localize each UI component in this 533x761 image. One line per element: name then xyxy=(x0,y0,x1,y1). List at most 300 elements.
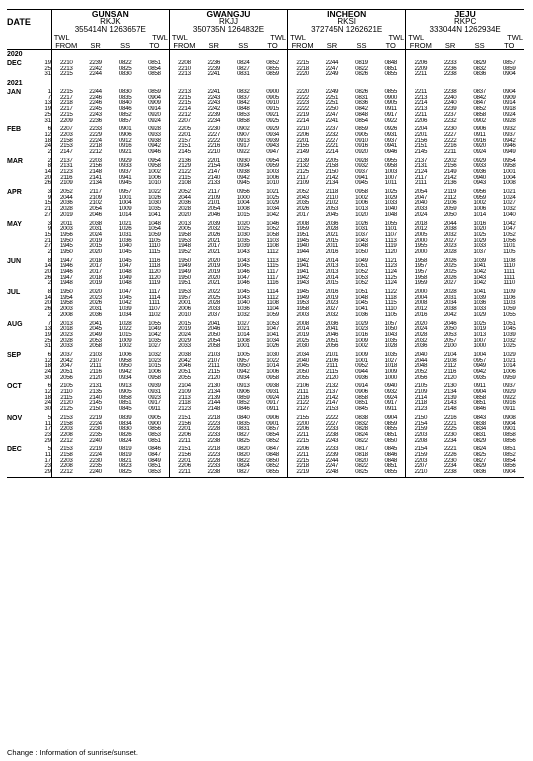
time-value: 2210 xyxy=(207,148,221,155)
time-value: 1033 xyxy=(473,306,486,312)
time-value: 0825 xyxy=(118,469,132,475)
day-number: 14 xyxy=(44,263,51,269)
time-value: 1043 xyxy=(236,257,250,264)
time-value: 2033 xyxy=(59,343,73,349)
time-value: 2219 xyxy=(296,111,309,118)
time-value: 2251 xyxy=(325,100,339,107)
sunrise-column xyxy=(317,351,347,382)
time-value: 2044 xyxy=(178,194,191,201)
day-number: 23 xyxy=(44,463,51,469)
twl-from-column xyxy=(51,125,81,156)
sunrise-sunset-table xyxy=(7,9,524,478)
time-value: 1948 xyxy=(59,280,73,287)
time-value: 2213 xyxy=(414,94,428,101)
time-value: 2229 xyxy=(89,131,102,138)
time-value: 0858 xyxy=(473,111,486,118)
time-value: 0850 xyxy=(384,437,398,444)
time-value: 1014 xyxy=(236,331,250,338)
time-value: 2030 xyxy=(296,343,309,349)
time-value: 1003 xyxy=(384,169,398,175)
time-value: 2210 xyxy=(59,60,73,66)
time-value: 0858 xyxy=(148,71,161,78)
empty-cell xyxy=(465,50,495,60)
empty-cell xyxy=(81,79,111,88)
time-value: 0929 xyxy=(266,126,279,132)
time-value: 2233 xyxy=(325,446,339,452)
time-value: 2037 xyxy=(59,351,73,358)
sunset-column xyxy=(465,125,495,156)
time-value: 2227 xyxy=(207,131,221,138)
time-value: 2233 xyxy=(89,126,102,132)
time-value: 2156 xyxy=(443,163,457,169)
time-value: 0850 xyxy=(266,457,279,464)
time-value: 1956 xyxy=(59,231,73,238)
time-value: 2111 xyxy=(89,363,102,369)
time-value: 1941 xyxy=(296,263,309,269)
day-number: 27 xyxy=(44,243,51,249)
time-value: 1010 xyxy=(148,180,161,187)
time-value: 2131 xyxy=(414,163,428,169)
twl-to-column xyxy=(258,88,288,125)
time-value: 2139 xyxy=(207,394,221,401)
time-value: 2109 xyxy=(89,194,102,201)
time-value: 2020 xyxy=(178,211,191,218)
time-value: 2127 xyxy=(296,406,309,412)
time-value: 2211 xyxy=(296,451,309,458)
sunrise-column xyxy=(435,220,465,257)
time-value: 0834 xyxy=(473,426,486,432)
time-value: 2242 xyxy=(207,106,221,112)
twl-from-column xyxy=(288,351,318,382)
twl-to-column xyxy=(258,382,288,413)
time-value: 2147 xyxy=(325,400,339,407)
time-value: 1045 xyxy=(502,326,516,332)
time-value: 2218 xyxy=(296,65,309,72)
twl-from-column xyxy=(406,257,436,288)
time-value: 0857 xyxy=(266,426,279,432)
time-value: 2249 xyxy=(325,71,339,78)
sunrise-column xyxy=(317,445,347,476)
time-value: 0827 xyxy=(473,457,486,464)
border-cell xyxy=(140,477,170,478)
time-value: 0852 xyxy=(266,437,279,444)
twl-from-column xyxy=(406,88,436,125)
time-value: 0842 xyxy=(355,106,368,112)
time-value: 2123 xyxy=(59,169,73,175)
time-value: 2050 xyxy=(443,211,457,218)
time-value: 2150 xyxy=(325,169,339,175)
station-icao: RKPC xyxy=(454,17,477,26)
time-value: 2109 xyxy=(414,389,428,395)
time-value: 1949 xyxy=(296,294,309,301)
day-number: 11 xyxy=(44,420,51,427)
time-value: 0949 xyxy=(502,148,516,155)
time-value: 2203 xyxy=(414,457,428,464)
day-number: 12 xyxy=(44,389,51,395)
day-number: 17 xyxy=(44,457,51,464)
time-value: 1052 xyxy=(502,231,516,238)
time-value: 2243 xyxy=(207,100,221,107)
time-value: 2244 xyxy=(325,60,339,66)
time-value: 2038 xyxy=(443,226,457,232)
time-value: 2206 xyxy=(296,446,309,452)
time-value: 0917 xyxy=(148,400,161,407)
twl-from-column xyxy=(288,188,318,219)
col-header-line1: TWL xyxy=(507,33,523,42)
time-value: 2216 xyxy=(207,143,221,149)
time-value: 0950 xyxy=(118,363,132,369)
time-value: 0846 xyxy=(118,106,132,112)
time-value: 2020 xyxy=(89,248,102,255)
time-value: 1949 xyxy=(178,263,191,269)
time-value: 0856 xyxy=(502,463,516,469)
time-value: 1035 xyxy=(148,206,161,212)
col-header-twl-from xyxy=(288,34,318,50)
month-row xyxy=(7,188,524,219)
time-value: 0911 xyxy=(384,106,397,112)
time-value: 2224 xyxy=(89,451,102,458)
time-value: 1029 xyxy=(384,194,398,201)
time-value: 2052 xyxy=(296,189,309,195)
day-number: 14 xyxy=(44,294,51,301)
time-value: 2019 xyxy=(296,331,309,338)
time-value: 1009 xyxy=(118,206,132,212)
twl-to-column xyxy=(376,382,406,413)
sunrise-column xyxy=(199,220,229,257)
time-value: 2027 xyxy=(325,306,339,312)
time-value: 2151 xyxy=(178,446,191,452)
time-value: 2145 xyxy=(414,148,428,155)
time-value: 1027 xyxy=(236,320,250,327)
time-value: 2023 xyxy=(325,300,339,307)
time-value: 2107 xyxy=(207,357,221,364)
time-value: 1040 xyxy=(384,206,398,212)
time-value: 1025 xyxy=(473,231,486,238)
col-header-twl-to xyxy=(258,34,288,50)
col-header-line2: SS xyxy=(120,40,131,50)
time-value: 0941 xyxy=(384,143,398,149)
twl-to-column xyxy=(494,445,524,476)
time-value: 1036 xyxy=(355,311,368,318)
time-value: 1020 xyxy=(473,226,486,232)
twl-to-column xyxy=(494,220,524,257)
twl-from-column xyxy=(406,188,436,219)
time-value: 0901 xyxy=(266,420,279,427)
sunset-column xyxy=(110,88,140,125)
station-name: INCHEON xyxy=(327,9,367,19)
time-value: 1006 xyxy=(355,200,368,207)
time-value: 1048 xyxy=(118,269,132,275)
time-value: 2158 xyxy=(59,137,73,144)
sunrise-column xyxy=(317,257,347,288)
empty-cell xyxy=(435,79,465,88)
time-value: 2036 xyxy=(178,200,191,207)
col-header-line2: SS xyxy=(238,40,249,50)
time-value: 2048 xyxy=(414,363,428,369)
month-row xyxy=(7,382,524,413)
sunrise-column xyxy=(435,188,465,219)
time-value: 0926 xyxy=(384,126,398,132)
time-value: 2227 xyxy=(325,420,339,427)
time-value: 2244 xyxy=(89,89,102,95)
time-value: 0931 xyxy=(148,389,161,395)
time-value: 0936 xyxy=(473,169,486,175)
time-value: 0938 xyxy=(236,169,250,175)
time-value: 0913 xyxy=(236,383,250,390)
time-value: 1120 xyxy=(148,269,161,275)
col-header-line2: FROM xyxy=(173,40,196,50)
time-value: 2028 xyxy=(207,300,221,307)
time-value: 2226 xyxy=(443,451,457,458)
time-value: 2046 xyxy=(89,211,102,218)
time-value: 0931 xyxy=(384,131,398,138)
time-value: 0822 xyxy=(118,60,132,66)
time-value: 1041 xyxy=(148,211,161,218)
time-value: 0931 xyxy=(266,389,279,395)
time-value: 2241 xyxy=(207,71,221,78)
time-value: 2203 xyxy=(59,131,73,138)
time-value: 1009 xyxy=(355,337,368,344)
empty-cell xyxy=(258,79,288,88)
sunrise-column xyxy=(317,59,347,79)
time-value: 1950 xyxy=(59,248,73,255)
time-value: 1057 xyxy=(384,320,398,327)
time-value: 2053 xyxy=(325,206,339,212)
sunset-column xyxy=(110,414,140,445)
time-value: 0852 xyxy=(502,451,516,458)
time-value: 0852 xyxy=(118,111,132,118)
time-value: 2137 xyxy=(414,157,428,164)
time-value: 1001 xyxy=(502,169,516,175)
sunset-column xyxy=(347,257,377,288)
time-value: 2158 xyxy=(325,163,339,169)
month-row xyxy=(7,59,524,79)
time-value: 0822 xyxy=(355,463,368,469)
time-value: 2220 xyxy=(296,89,309,95)
time-value: 2150 xyxy=(414,414,428,421)
time-value: 2013 xyxy=(59,320,73,327)
station-coords: 372745N 1262621E xyxy=(311,25,383,34)
time-value: 2057 xyxy=(443,337,457,344)
time-value: 1042 xyxy=(473,269,486,275)
time-value: 2019 xyxy=(59,211,73,218)
twl-to-column xyxy=(376,220,406,257)
time-value: 2222 xyxy=(443,137,457,144)
col-header-line2: SR xyxy=(444,40,456,50)
time-value: 2223 xyxy=(207,451,221,458)
time-value: 2208 xyxy=(178,60,191,66)
time-value: 1026 xyxy=(266,343,279,349)
time-value: 1117 xyxy=(266,269,279,275)
sunrise-column xyxy=(199,320,229,351)
time-value: 2240 xyxy=(89,437,102,444)
time-value: 2143 xyxy=(443,400,457,407)
time-value: 1110 xyxy=(503,263,516,269)
time-value: 0824 xyxy=(118,437,132,444)
time-value: 1103 xyxy=(266,237,279,244)
time-value: 0855 xyxy=(384,426,398,432)
time-value: 0818 xyxy=(355,451,368,458)
station-header-row xyxy=(7,10,524,35)
time-value: 1030 xyxy=(148,200,161,207)
day-column xyxy=(37,88,51,125)
time-value: 2029 xyxy=(178,337,191,344)
time-value: 2153 xyxy=(325,406,339,412)
col-header-twl-from xyxy=(406,34,436,50)
time-value: 1954 xyxy=(59,294,73,301)
time-value: 0959 xyxy=(502,374,516,381)
empty-cell xyxy=(494,50,524,60)
time-value: 0848 xyxy=(384,457,398,464)
day-number: 12 xyxy=(44,357,51,364)
time-value: 2034 xyxy=(296,351,309,358)
time-value: 2243 xyxy=(325,437,339,444)
time-value: 2151 xyxy=(178,414,191,421)
change-note: Change : Information of sunrise/sunset. xyxy=(7,748,138,757)
time-value: 2115 xyxy=(178,174,191,181)
month-label: MAY xyxy=(7,220,22,228)
time-value: 1112 xyxy=(266,248,279,255)
twl-to-column xyxy=(376,157,406,188)
sunset-column xyxy=(465,382,495,413)
time-value: 0957 xyxy=(236,357,250,364)
time-value: 1108 xyxy=(503,257,516,264)
time-value: 0827 xyxy=(236,65,250,72)
time-value: 0851 xyxy=(355,400,368,407)
sunrise-column xyxy=(317,125,347,156)
sunrise-column xyxy=(81,59,111,79)
sunrise-column xyxy=(435,351,465,382)
time-value: 2014 xyxy=(325,257,339,264)
time-value: 2000 xyxy=(414,248,428,255)
time-value: 2213 xyxy=(178,71,191,78)
time-value: 1015 xyxy=(236,211,250,218)
twl-from-column xyxy=(51,351,81,382)
time-value: 0913 xyxy=(118,383,132,390)
time-value: 1031 xyxy=(118,231,132,238)
time-value: 2040 xyxy=(296,357,309,364)
time-value: 0853 xyxy=(148,431,161,438)
time-value: 0958 xyxy=(502,163,516,169)
time-value: 2052 xyxy=(414,369,428,375)
time-value: 1952 xyxy=(178,248,191,255)
border-cell xyxy=(37,477,51,478)
time-value: 2218 xyxy=(296,463,309,469)
time-value: 2106 xyxy=(325,357,339,364)
twl-from-column xyxy=(406,59,436,79)
time-value: 2233 xyxy=(207,431,221,438)
time-value: 2218 xyxy=(89,143,102,149)
time-value: 2054 xyxy=(207,337,221,344)
time-value: 1034 xyxy=(118,311,132,318)
time-value: 2040 xyxy=(414,200,428,207)
sunrise-column xyxy=(199,288,229,319)
twl-from-column xyxy=(406,445,436,476)
time-value: 0824 xyxy=(473,446,486,452)
twl-to-column xyxy=(376,414,406,445)
time-value: 2156 xyxy=(414,137,428,144)
time-value: 0956 xyxy=(473,189,486,195)
time-value: 1023 xyxy=(148,357,161,364)
twl-to-column xyxy=(494,288,524,319)
time-value: 1054 xyxy=(148,226,161,232)
twl-from-column xyxy=(406,382,436,413)
time-value: 1006 xyxy=(148,174,161,181)
time-value: 2026 xyxy=(207,231,221,238)
time-value: 1046 xyxy=(236,280,250,287)
time-value: 0924 xyxy=(502,111,516,118)
time-value: 0851 xyxy=(118,400,132,407)
time-value: 2112 xyxy=(444,194,457,201)
time-value: 0830 xyxy=(118,426,132,432)
time-value: 1025 xyxy=(473,320,486,327)
empty-cell xyxy=(317,79,347,88)
twl-from-column xyxy=(288,220,318,257)
time-value: 0847 xyxy=(148,451,161,458)
time-value: 0904 xyxy=(473,389,486,395)
col-header-line2: TO xyxy=(267,40,278,50)
time-value: 0821 xyxy=(118,457,132,464)
time-value: 2019 xyxy=(207,263,221,269)
time-value: 0851 xyxy=(502,446,516,452)
time-value: 2230 xyxy=(89,457,102,464)
time-value: 2119 xyxy=(444,189,457,195)
time-value: 2245 xyxy=(89,106,102,112)
time-value: 2130 xyxy=(207,383,221,390)
time-value: 0858 xyxy=(355,394,368,401)
time-value: 2025 xyxy=(443,263,457,269)
time-value: 2117 xyxy=(89,189,102,195)
day-number: 25 xyxy=(44,111,51,118)
time-value: 2027 xyxy=(443,280,457,287)
time-value: 0922 xyxy=(502,394,516,401)
twl-to-column xyxy=(494,157,524,188)
time-value: 2106 xyxy=(443,200,457,207)
time-value: 1046 xyxy=(236,269,250,275)
sunrise-column xyxy=(199,188,229,219)
time-value: 2211 xyxy=(296,431,309,438)
time-value: 2149 xyxy=(296,148,309,155)
empty-cell xyxy=(199,50,229,60)
time-value: 2123 xyxy=(414,406,428,412)
time-value: 1021 xyxy=(236,326,250,332)
sunset-column xyxy=(229,445,259,476)
station-icao: RKJK xyxy=(100,17,121,26)
sunset-column xyxy=(229,157,259,188)
time-value: 2050 xyxy=(296,369,309,375)
time-value: 0849 xyxy=(148,457,161,464)
time-value: 2218 xyxy=(59,100,73,107)
time-value: 0832 xyxy=(236,89,250,95)
time-value: 2028 xyxy=(414,331,428,338)
time-value: 2102 xyxy=(89,200,102,207)
time-value: 1022 xyxy=(266,357,279,364)
time-value: 1027 xyxy=(502,200,516,207)
time-value: 0854 xyxy=(502,457,516,464)
sunrise-column xyxy=(81,320,111,351)
time-value: 2013 xyxy=(178,220,191,227)
time-value: 0934 xyxy=(118,374,132,381)
twl-to-column xyxy=(376,320,406,351)
time-value: 1115 xyxy=(384,300,397,307)
time-value: 2020 xyxy=(207,257,221,264)
time-value: 0928 xyxy=(355,157,368,164)
time-value: 0858 xyxy=(236,117,250,124)
day-number: 8 xyxy=(47,257,51,264)
twl-to-column xyxy=(494,351,524,382)
time-value: 1040 xyxy=(118,243,132,249)
time-value: 2206 xyxy=(414,117,428,124)
